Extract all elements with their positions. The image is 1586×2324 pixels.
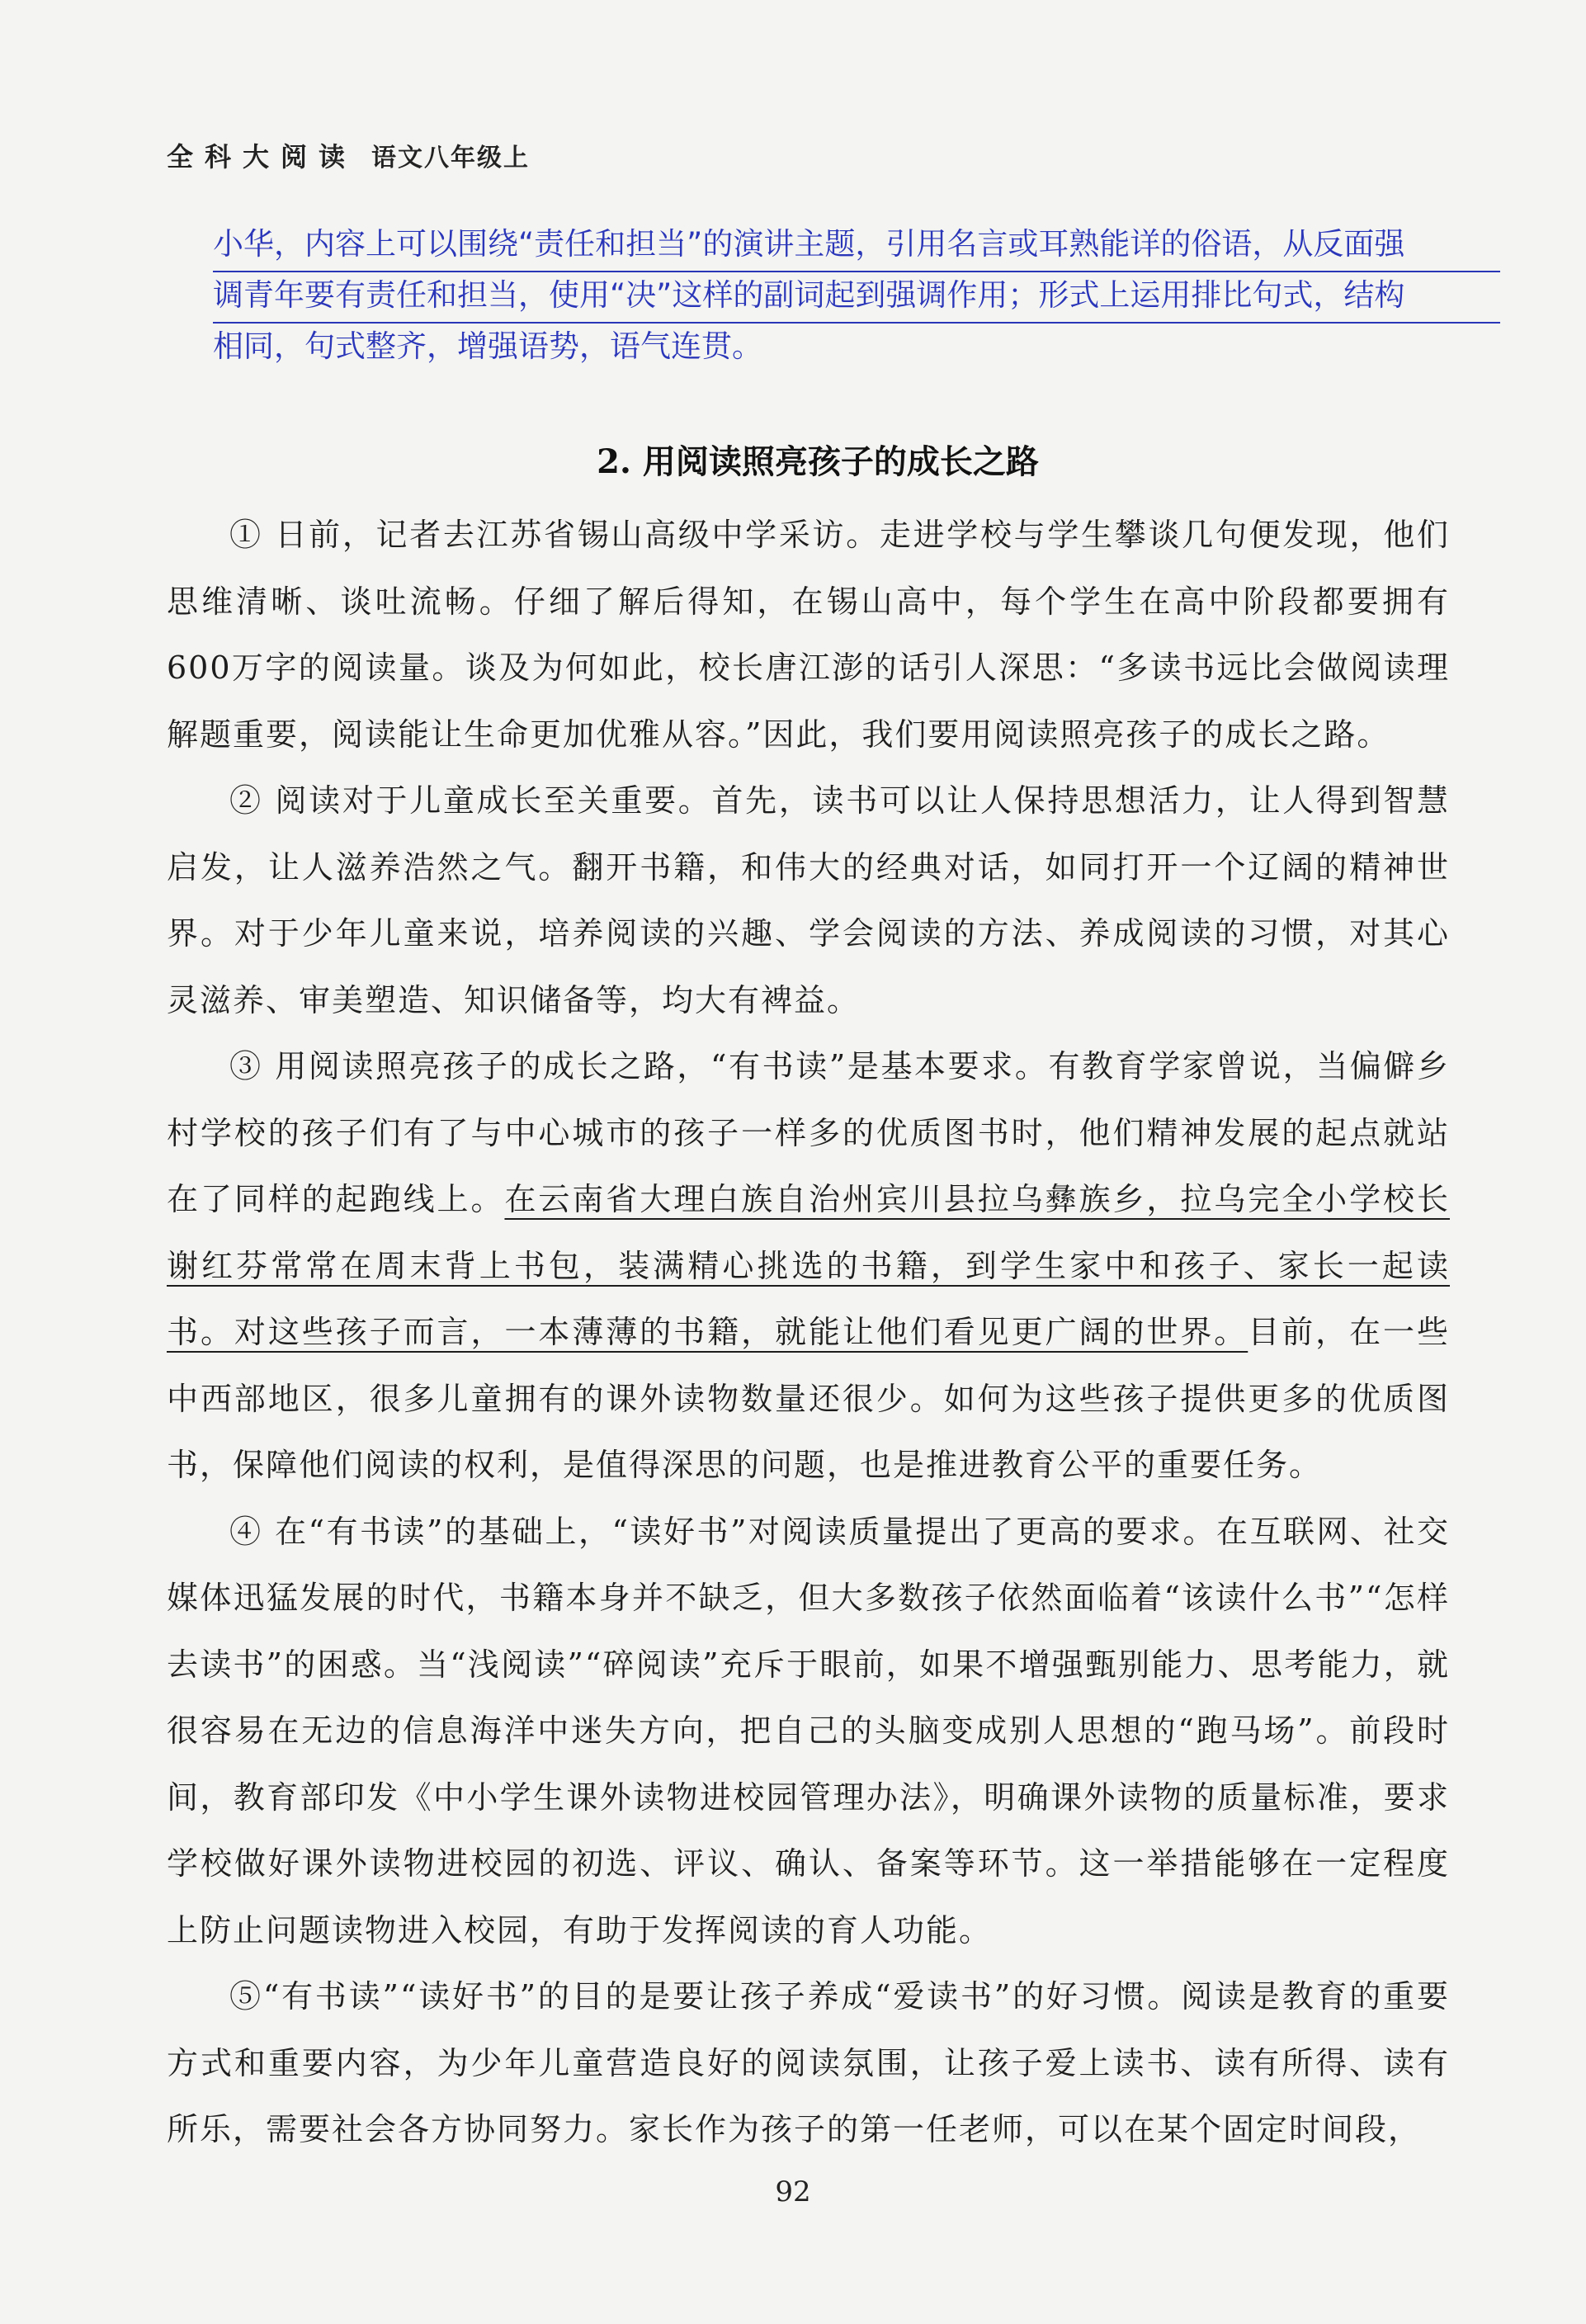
paragraph-2: ② 阅读对于儿童成长至关重要。首先，读书可以让人保持思想活力，让人得到智慧启发，让人滋养浩然之气。翻开书籍，和伟大的经典对话，如同打开一个辽阔的精神世界。对于少年儿童来说，培养阅读的兴趣、学会阅读的方法、养成阅读的习惯，对其心灵滋养、审美塑造、知识储备等，均大有裨益。 [167, 782, 1450, 1018]
article-body [167, 502, 1450, 2163]
paragraph-1: ① 日前，记者去江苏省锡山高级中学采访。走进学校与学生攀谈几句便发现，他们思维清晰、谈吐流畅。仔细了解后得知，在锡山高中，每个学生在高中阶段都要拥有600万字的阅读量。谈及为何如此，校长唐江澎的话引人深思：“多读书远比会做阅读理解题重要，阅读能让生命更加优雅从容。”因此，我们要用阅读照亮孩子的成长之路。 [167, 517, 1450, 753]
underlined-example: 在云南省大理白族自治州宾川县拉乌彝族乡，拉乌完全小学校长谢红芬常常在周末背上书包，装满精心挑选的书籍，到学生家中和孩子、家长一起读书。对这些孩子而言，一本薄薄的书籍，就能让他们看见更广阔的世界。 [167, 1181, 1450, 1350]
paragraph-5: ⑤“有书读”“读好书”的目的是要让孩子养成“爱读书”的好习惯。阅读是教育的重要方式和重要内容，为少年儿童营造良好的阅读氛围，让孩子爱上读书、读有所得、读有所乐，需要社会各方协同努力。家长作为孩子的第一任老师，可以在某个固定时间段， [167, 1978, 1450, 2147]
handwritten-answer [213, 221, 1500, 373]
subject-label: 语文八年级上 [371, 144, 531, 172]
paragraph-3-end: 目前，在一些中西部地区，很多儿童拥有的课外读物数量还很少。如何为这些孩子提供更多的优质图书，保障他们阅读的权利，是值得深思的问题，也是推进教育公平的重要任务。 [167, 1314, 1450, 1483]
running-header [167, 136, 530, 174]
paragraph-3 [167, 1033, 1450, 1499]
paragraph-4: ④ 在“有书读”的基础上，“读好书”对阅读质量提出了更高的要求。在互联网、社交媒体迅猛发展的时代，书籍本身并不缺乏，但大多数孩子依然面临着“该读什么书”“怎样去读书”的困惑。当“浅阅读”“碎阅读”充斥于眼前，如果不增强甄别能力、思考能力，就很容易在无边的信息海洋中迷失方向，把自己的头脑变成别人思想的“跑马场”。前段时间，教育部印发《中小学生课外读物进校园管理办法》，明确课外读物的质量标准，要求学校做好课外读物进校园的初选、评议、确认、备案等环节。这一举措能够在一定程度上防止问题读物进入校园，有助于发挥阅读的育人功能。 [167, 1513, 1450, 1948]
answer-line: 调青年要有责任和担当，使用“决”这样的副词起到强调作用；形式上运用排比句式，结构 [213, 272, 1500, 324]
article-title: 2. 用阅读照亮孩子的成长之路 [597, 442, 1039, 481]
answer-line: 小华，内容上可以围绕“责任和担当”的演讲主题，引用名言或耳熟能详的俗语，从反面强 [213, 221, 1500, 272]
answer-line: 相同，句式整齐，增强语势，语气连贯。 [213, 328, 762, 364]
book-title: 全科大阅读 [167, 141, 357, 172]
page-number: 92 [775, 2175, 811, 2208]
paragraph-3-intro: ③ 用阅读照亮孩子的成长之路，“有书读”是基本要求。有教育学家曾说，当偏僻乡村学校的孩子们有了与中心城市的孩子一样多的优质图书时，他们精神发展的起点就站在了同样的起跑线上。 [167, 1048, 1450, 1217]
